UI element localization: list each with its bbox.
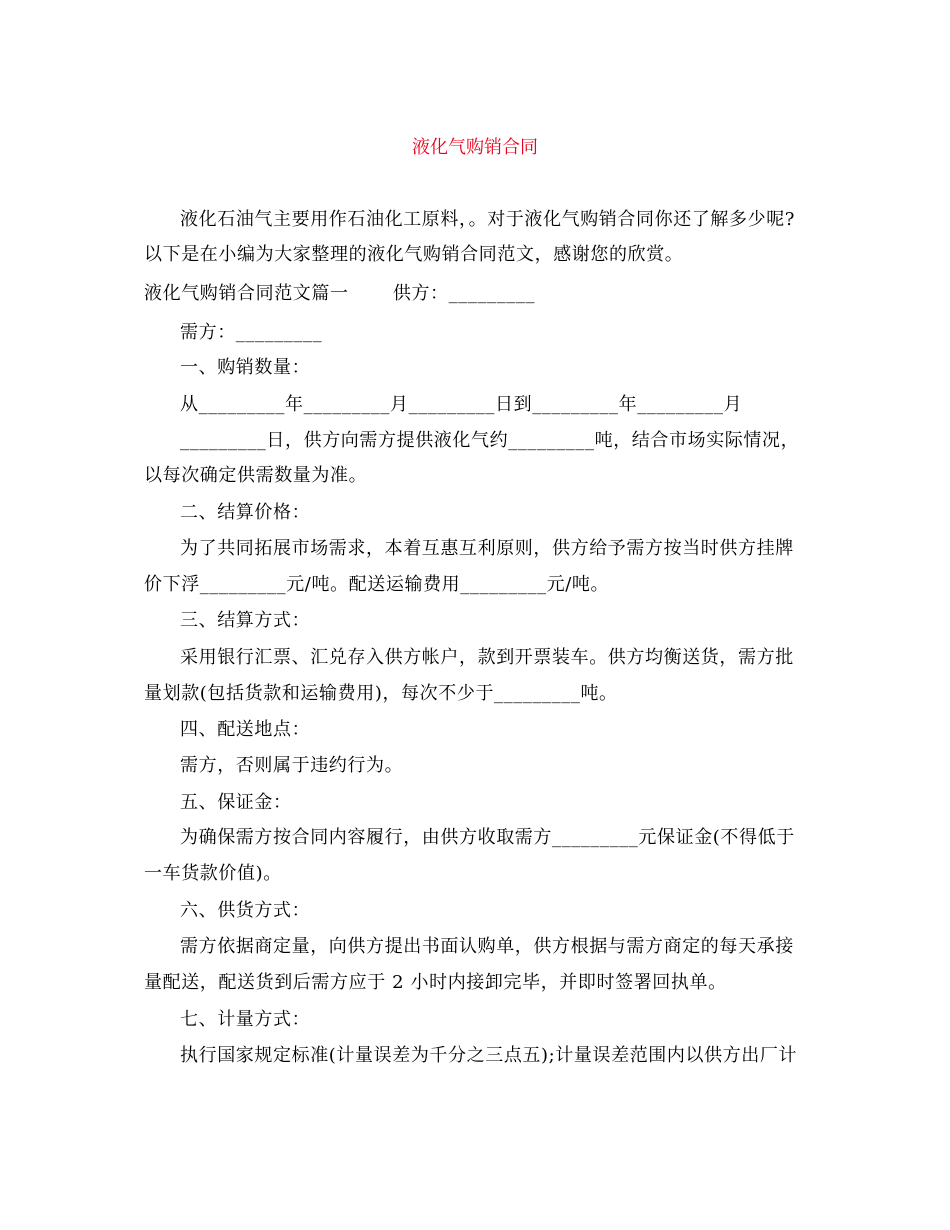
paragraph-line: 需方：_________: [180, 322, 323, 343]
document-title: 液化气购销合同: [412, 137, 538, 158]
paragraph-line: 以下是在小编为大家整理的液化气购销合同范文，感谢您的欣赏。: [144, 244, 684, 265]
clause-heading: 四、配送地点：: [180, 719, 311, 740]
paragraph-line: 量划款(包括货款和运输费用)，每次不少于_________吨。: [144, 683, 618, 704]
clause-heading: 一、购销数量：: [180, 357, 311, 378]
paragraph-line: 需方，否则属于违约行为。: [180, 755, 404, 776]
paragraph-line: 执行国家规定标准(计量误差为千分之三点五);计量误差范围内以供方出厂计: [180, 1045, 798, 1066]
section-heading-line: 液化气购销合同范文篇一 供方：_________: [144, 283, 536, 304]
paragraph-line: 以每次确定供需数量为准。: [144, 465, 368, 486]
paragraph-line: 为了共同拓展市场需求，本着互惠互利原则，供方给予需方按当时供方挂牌: [180, 538, 794, 559]
paragraph-line: 需方依据商定量，向供方提出书面认购单，供方根据与需方商定的每天承接: [180, 936, 794, 957]
paragraph-line: _________日，供方向需方提供液化气约_________吨，结合市场实际情况，: [180, 430, 800, 451]
paragraph-line: 为确保需方按合同内容履行，由供方收取需方_________元保证金(不得低于: [180, 827, 795, 848]
paragraph-line: 一车货款价值)。: [144, 863, 282, 884]
paragraph-line: 液化石油气主要用作石油化工原料，。对于液化气购销合同你还了解多少呢?: [180, 209, 796, 230]
clause-heading: 五、保证金：: [180, 792, 292, 813]
paragraph-line: 采用银行汇票、汇兑存入供方帐户，款到开票装车。供方均衡送货，需方批: [180, 647, 794, 668]
paragraph-line: 价下浮_________元/吨。配送运输费用_________元/吨。: [144, 574, 610, 595]
paragraph-line: 从_________年_________月_________日到_________年_________月: [180, 394, 743, 415]
clause-heading: 三、结算方式：: [180, 610, 311, 631]
clause-heading: 二、结算价格：: [180, 502, 311, 523]
clause-heading: 六、供货方式：: [180, 900, 311, 921]
paragraph-line: 量配送，配送货到后需方应于 2 小时内接卸完毕，并即时签署回执单。: [144, 972, 727, 993]
clause-heading: 七、计量方式：: [180, 1009, 311, 1030]
